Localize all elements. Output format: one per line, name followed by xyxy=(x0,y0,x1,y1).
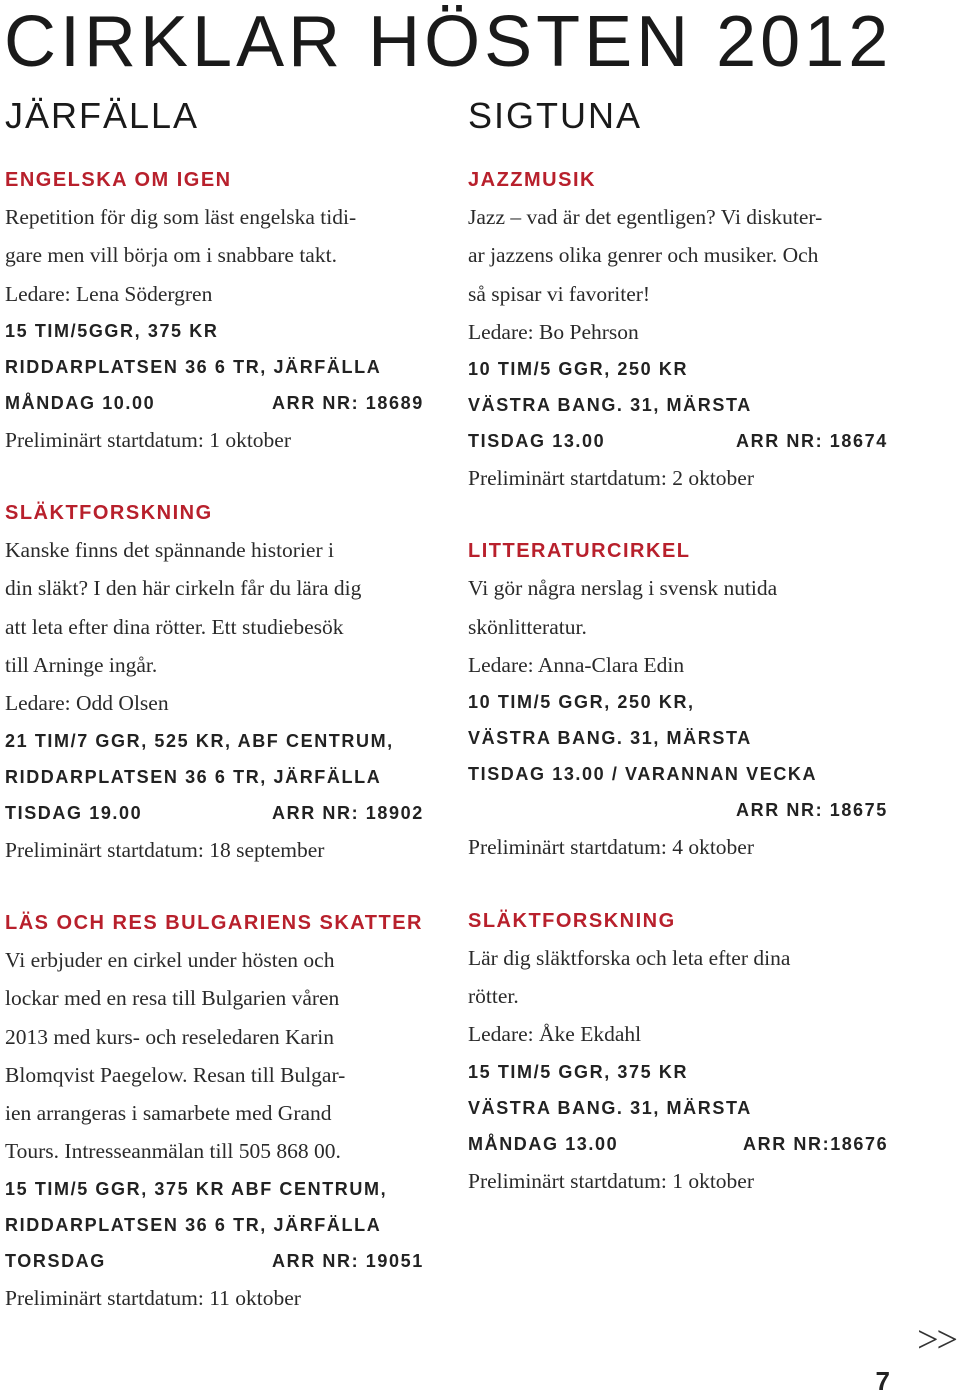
course-day: TORSDAG xyxy=(5,1250,106,1271)
course-location: RIDDARPLATSEN 36 6 TR, JÄRFÄLLA xyxy=(5,1214,382,1235)
course-start-date: Preliminärt startdatum: 18 september xyxy=(5,837,325,862)
course-arr-nr: ARR NR: 18902 xyxy=(272,802,424,823)
course-leader: Ledare: Odd Olsen xyxy=(5,691,169,716)
course-description: Kanske finns det spännande historier i din släkt? I den här cirkeln får du lära dig att leta efter dina rötter. Ett studiebesök till Arninge ingår. xyxy=(5,538,362,678)
course-start-date: Preliminärt startdatum: 4 oktober xyxy=(468,835,755,860)
course-litteraturcirkel xyxy=(468,533,938,866)
course-description: Lär dig släktforska och leta efter dina rötter. xyxy=(468,945,791,1008)
course-schedule-row xyxy=(5,795,445,831)
course-day: TISDAG 13.00 / VARANNAN VECKA xyxy=(468,764,818,785)
region-heading: SIGTUNA xyxy=(468,95,643,136)
page-number: 7 xyxy=(875,1366,890,1396)
course-location: VÄSTRA BANG. 31, MÄRSTA xyxy=(468,728,752,749)
course-leader: Ledare: Bo Pehrson xyxy=(468,319,639,344)
region-heading: JÄRFÄLLA xyxy=(5,95,200,136)
course-bulgarien xyxy=(5,905,445,1317)
course-hours-price: 10 TIM/5 GGR, 250 KR xyxy=(468,359,689,380)
course-title: JAZZMUSIK xyxy=(468,169,596,191)
page-title: CIRKLAR HÖSTEN 2012 xyxy=(4,2,893,82)
course-jazzmusik xyxy=(468,162,938,497)
course-slaktforskning-sigtuna xyxy=(468,903,938,1200)
course-hours-price: 15 TIM/5GGR, 375 KR xyxy=(5,320,219,341)
course-day: TISDAG 19.00 xyxy=(5,802,143,823)
course-hours-price: 10 TIM/5 GGR, 250 KR, xyxy=(468,692,695,713)
course-description: Vi gör några nerslag i svensk nutida skönlitteratur. xyxy=(468,576,778,639)
course-hours-price: 21 TIM/7 GGR, 525 KR, ABF CENTRUM, xyxy=(5,730,394,751)
course-arr-nr: ARR NR: 19051 xyxy=(272,1250,424,1271)
course-schedule-row xyxy=(468,1126,938,1162)
course-location: VÄSTRA BANG. 31, MÄRSTA xyxy=(468,1097,752,1118)
course-engelska xyxy=(5,162,445,459)
course-start-date: Preliminärt startdatum: 1 oktober xyxy=(468,1168,755,1193)
course-day: TISDAG 13.00 xyxy=(468,431,606,452)
course-day: MÅNDAG 13.00 xyxy=(468,1133,619,1154)
course-schedule-row xyxy=(5,1243,445,1279)
course-title: ENGELSKA OM IGEN xyxy=(5,169,232,191)
course-start-date: Preliminärt startdatum: 11 oktober xyxy=(5,1285,301,1310)
course-description: Jazz – vad är det egentligen? Vi diskuter- ar jazzens olika genrer och musiker. Och så spisar vi favoriter! xyxy=(468,205,823,306)
course-arr-nr: ARR NR: 18689 xyxy=(272,392,424,413)
course-schedule-row xyxy=(5,385,445,421)
course-title: SLÄKTFORSKNING xyxy=(468,909,676,932)
course-title: LITTERATURCIRKEL xyxy=(468,540,691,563)
course-leader: Ledare: Lena Södergren xyxy=(5,281,213,306)
column-jarfalla xyxy=(5,92,445,1353)
course-start-date: Preliminärt startdatum: 1 oktober xyxy=(5,427,292,452)
course-title: LÄS OCH RES BULGARIENS SKATTER xyxy=(5,911,423,934)
course-leader: Ledare: Åke Ekdahl xyxy=(468,1022,642,1047)
course-slaktforskning xyxy=(5,495,445,869)
course-location: RIDDARPLATSEN 36 6 TR, JÄRFÄLLA xyxy=(5,356,382,377)
column-sigtuna xyxy=(468,92,938,1236)
course-description: Repetition för dig som läst engelska tidi- gare men vill börja om i snabbare takt. xyxy=(5,205,357,268)
course-hours-price: 15 TIM/5 GGR, 375 KR ABF CENTRUM, xyxy=(5,1178,388,1199)
course-hours-price: 15 TIM/5 GGR, 375 KR xyxy=(468,1061,689,1082)
course-description: Vi erbjuder en cirkel under hösten och lockar med en resa till Bulgarien våren 2013 med kurs- och reseledaren Karin Blomqvist Paegelow. Resan till Bulgar- ien arrangeras i samarbete med Grand Tours. Intresseanmälan till 505 868 00. xyxy=(5,947,346,1164)
course-arr-nr: ARR NR: 18675 xyxy=(736,800,888,821)
course-location: RIDDARPLATSEN 36 6 TR, JÄRFÄLLA xyxy=(5,766,382,787)
continue-arrows: >> xyxy=(917,1319,956,1361)
course-start-date: Preliminärt startdatum: 2 oktober xyxy=(468,466,755,491)
course-arr-nr: ARR NR: 18674 xyxy=(736,431,888,452)
course-arr-nr: ARR NR:18676 xyxy=(743,1133,889,1154)
course-schedule-row xyxy=(468,423,938,459)
course-title: SLÄKTFORSKNING xyxy=(5,502,213,525)
course-location: VÄSTRA BANG. 31, MÄRSTA xyxy=(468,395,752,416)
course-day: MÅNDAG 10.00 xyxy=(5,392,156,413)
course-leader: Ledare: Anna-Clara Edin xyxy=(468,653,685,678)
